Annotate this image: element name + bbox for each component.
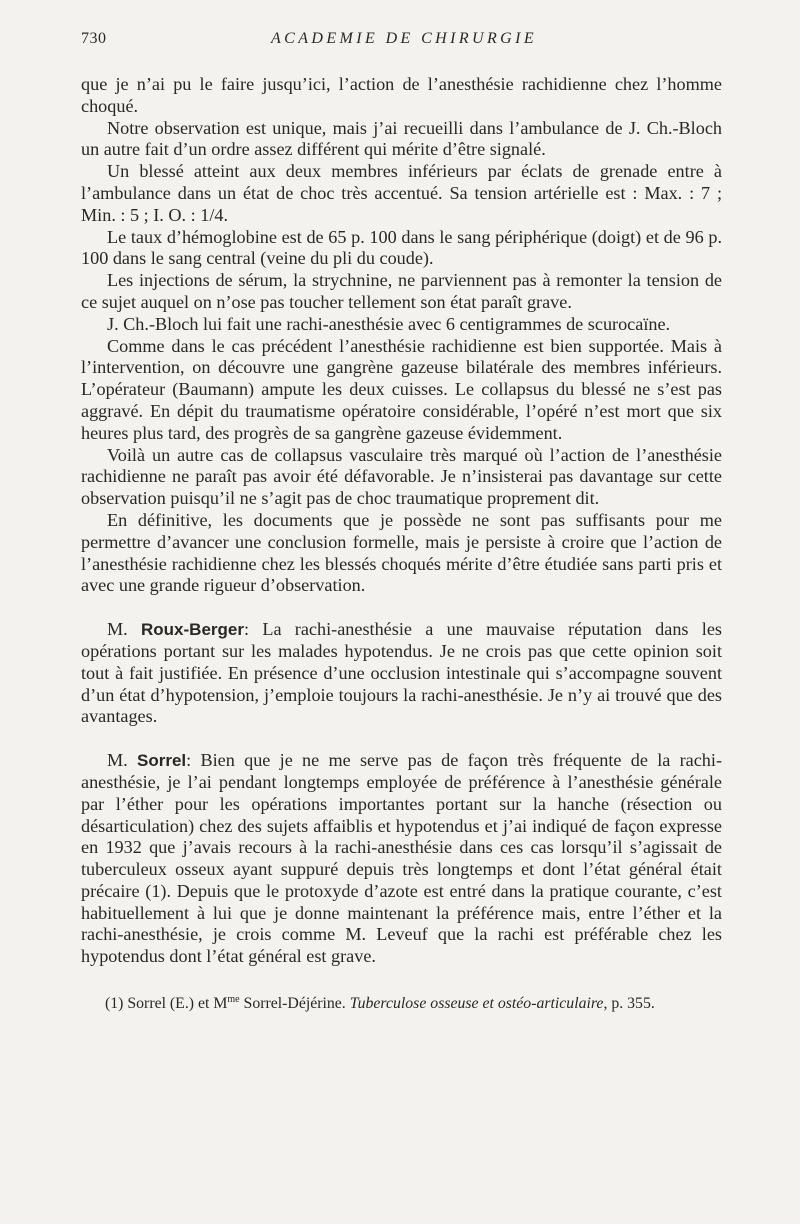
footnote xyxy=(81,990,722,1013)
footnote-tail: , p. 355. xyxy=(603,995,655,1013)
running-head: ACADEMIE DE CHIRURGIE xyxy=(271,30,538,47)
footnote-superscript: me xyxy=(227,994,240,1006)
speaker-sorrel: Sorrel xyxy=(137,751,187,771)
paragraph-1: que je n’ai pu le faire jusqu’ici, l’action de l’anesthésie rachidienne chez l’homme choqué. xyxy=(81,74,722,116)
footnote-lead: (1) Sorrel (E.) et M xyxy=(105,995,228,1013)
roux-berger-text: : La rachi-anesthésie a une mauvaise réputation dans les opérations portant sur les malades hypotendus. Je ne crois pas que cette opinion soit tout à fait justifiée. En présence d’une occlusion intestinale qui s’accompagne souvent d’un état d’hypotension, j’emploie toujours la rachi-anesthésie. Je n’y ai trouvé que des avantages. xyxy=(81,619,723,727)
section-gap xyxy=(81,597,722,619)
footnote-title: Tuberculose osseuse et ostéo-articulaire xyxy=(349,995,604,1013)
section-gap xyxy=(81,728,722,750)
paragraph-4: Le taux d’hémoglobine est de 65 p. 100 dans le sang périphérique (doigt) et de 96 p. 100 dans le sang central (veine du pli du coude). xyxy=(81,226,722,269)
article-body xyxy=(81,74,722,968)
paragraph-7: Comme dans le cas précédent l’anesthésie rachidienne est bien supportée. Mais à l’intervention, on découvre une gangrène gazeuse bilatérale des membres inférieurs. L’opérateur (Baumann) ampute les deux cuisses. Le collapsus du blessé ne s’est pas aggravé. En dépit du traumatisme opératoire considérable, l’opéré n’est mort que six heures plus tard, des progrès de sa gangrène gazeuse évidemment. xyxy=(81,335,722,443)
footnote-1 xyxy=(81,990,722,1013)
sorrel-prefix: M. xyxy=(107,750,137,771)
roux-berger-prefix: M. xyxy=(107,619,142,640)
paragraph-8: Voilà un autre cas de collapsus vasculaire très marqué où l’action de l’anesthésie rachidienne ne paraît pas avoir été défavorable. Je n’insisterai pas davantage sur cette observation puisqu’il ne s’agit pas de choc traumatique proprement dit. xyxy=(81,444,722,509)
page-number: 730 xyxy=(81,30,107,47)
speaker-roux-berger: Roux-Berger xyxy=(141,620,244,640)
roux-berger-statement xyxy=(81,619,722,728)
paragraph-3: Un blessé atteint aux deux membres inférieurs par éclats de grenade entre à l’ambulance dans un état de choc très accentué. Sa tension artérielle est : Max. : 7 ; Min. : 5 ; I. O. : 1/4. xyxy=(81,161,722,225)
sorrel-statement xyxy=(81,750,722,968)
paragraph-5: Les injections de sérum, la strychnine, ne parviennent pas à remonter la tension de ce sujet auquel on n’ose pas toucher tellement son état paraît grave. xyxy=(81,270,722,312)
paragraph-6: J. Ch.-Bloch lui fait une rachi-anesthésie avec 6 centigrammes de scurocaïne. xyxy=(107,313,671,334)
paragraph-2: Notre observation est unique, mais j’ai recueilli dans l’ambulance de J. Ch.-Bloch un autre fait d’un ordre assez différent qui mérite d’être signalé. xyxy=(81,117,722,160)
footnote-names: Sorrel-Déjérine. xyxy=(239,995,350,1013)
page-header xyxy=(81,30,722,56)
sorrel-text: : Bien que je ne me serve pas de façon très fréquente de la rachi-anesthésie, je l’ai pendant longtemps employée de préférence à l’anesthésie générale par l’éther pour les opérations importantes portant sur la hanche (résection ou désarticulation) chez des sujets affaiblis et hypotendus et j’ai indiqué de façon expresse en 1932 que j’avais recours à la rachi-anesthésie dans ces cas lorsqu’il s’agissait de tuberculeux osseux ayant suppuré depuis très longtemps et dont l’état général était précaire (1). Depuis que le protoxyde d’azote est entré dans la pratique courante, c’est habituellement à lui que je donne maintenant la préférence mais, entre l’éther et la rachi-anesthésie, je crois comme M. Leveuf que la rachi est préférable chez les hypotendus dont l’état général est grave. xyxy=(81,750,723,967)
paragraph-9: En définitive, les documents que je possède ne sont pas suffisants pour me permettre d’avancer une conclusion formelle, mais je persiste à croire que l’action de l’anesthésie rachidienne chez les blessés choqués mérite d’être étudiée sans parti pris et avec une grande rigueur d’observation. xyxy=(81,509,722,596)
